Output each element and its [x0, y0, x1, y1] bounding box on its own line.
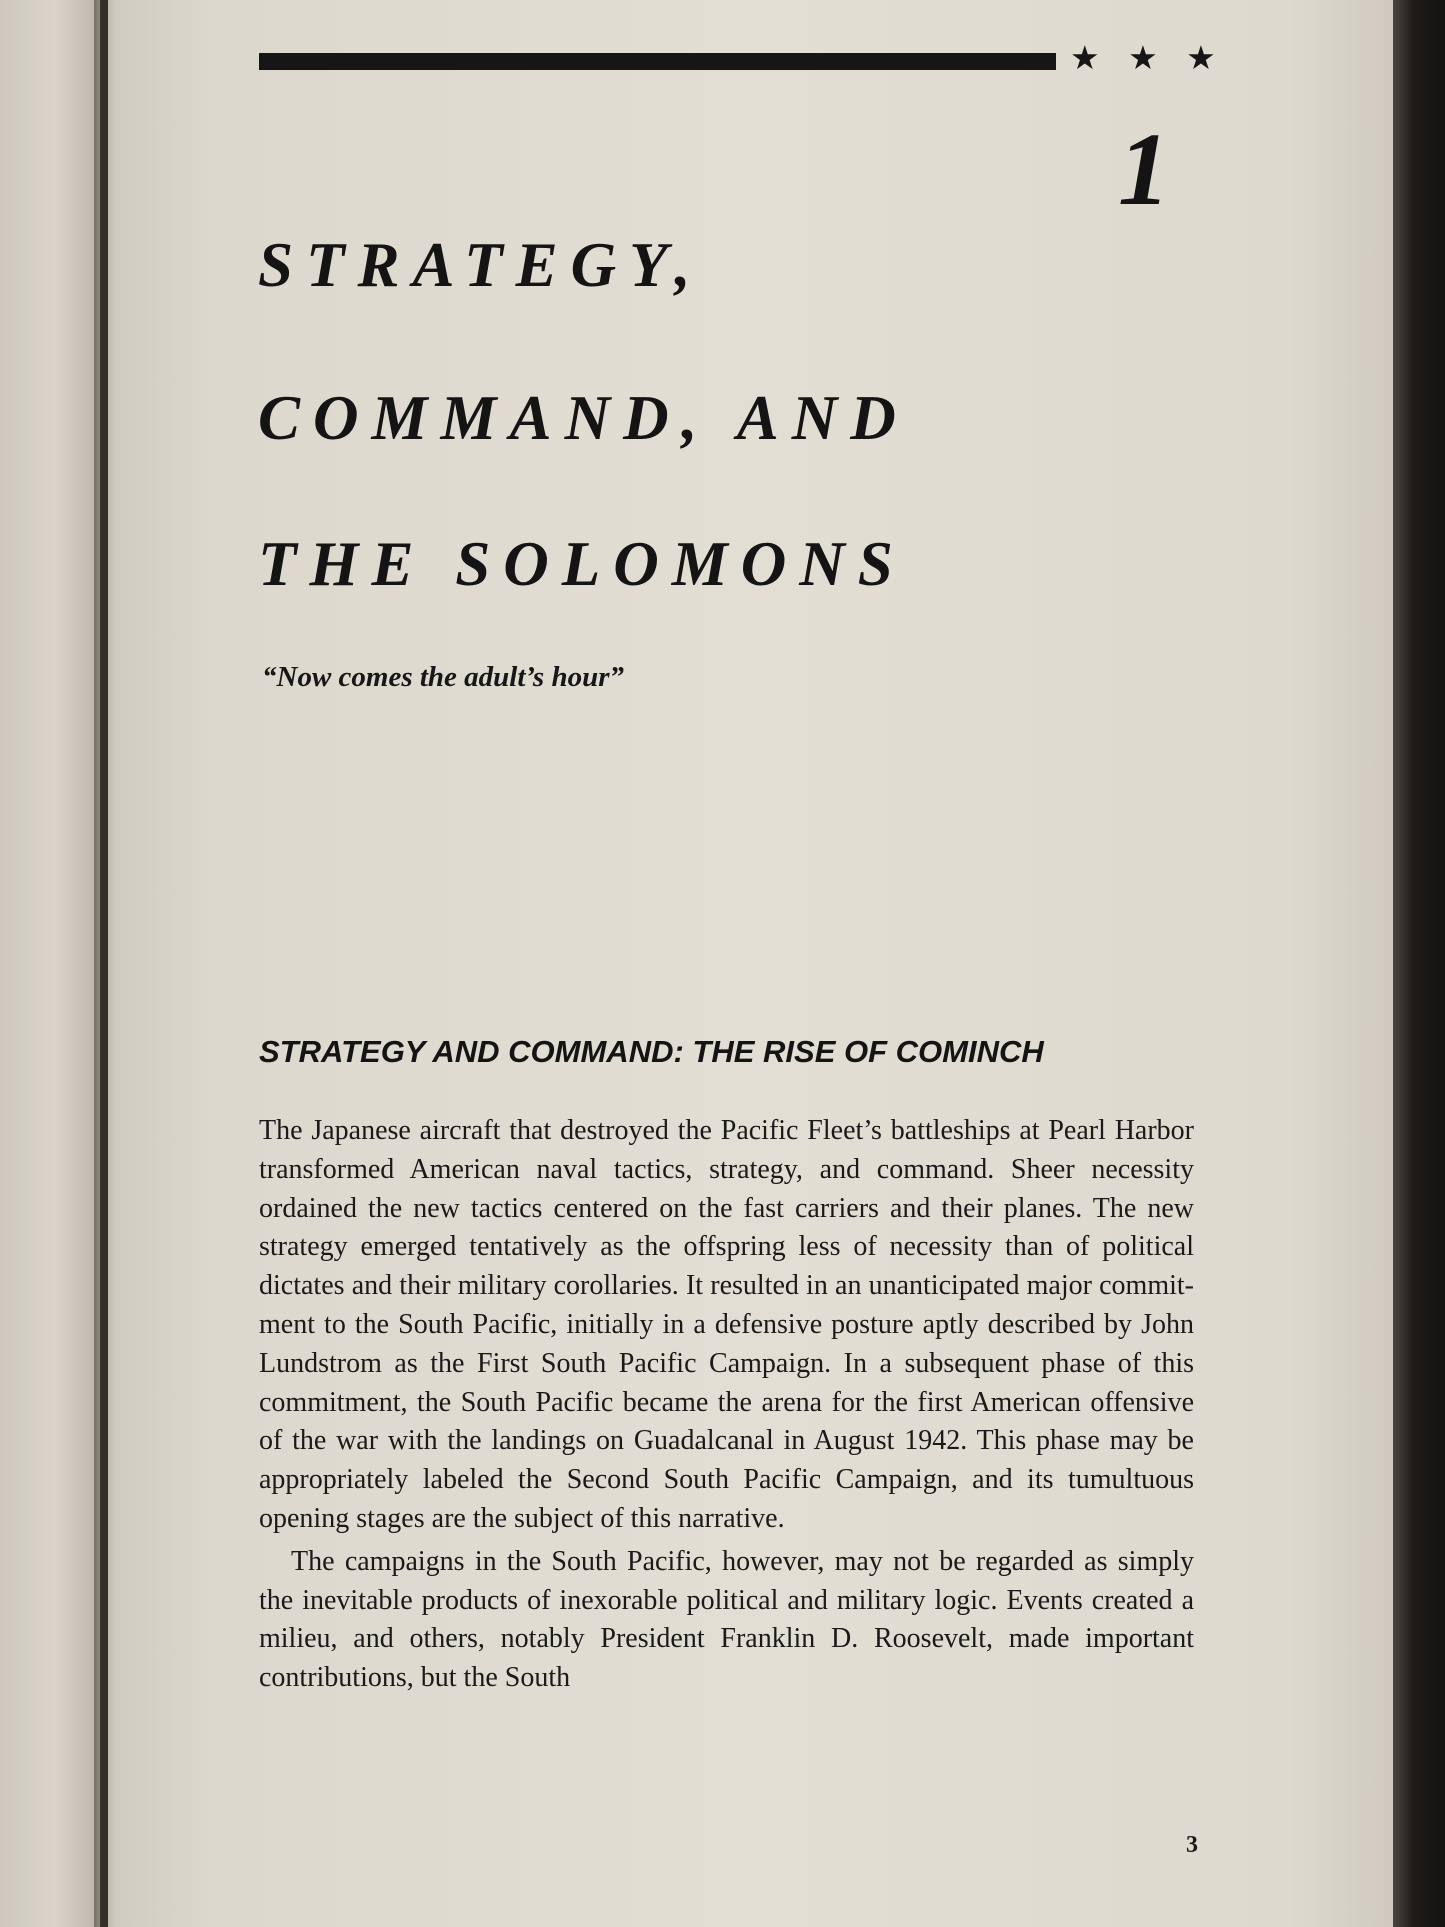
chapter-title-line-2: COMMAND, AND: [258, 383, 909, 453]
book-gutter: [94, 0, 116, 1927]
page-number: 3: [1186, 1832, 1198, 1858]
body-paragraph-2: The campaigns in the South Pacific, however, may not be regarded as simply the inevitable products of inexorable political and military logic. Events created a milieu, and others, notably President Franklin D. Roosevelt, made important contributions, but the South: [259, 1545, 1194, 1694]
body-text: [259, 1112, 1194, 1698]
chapter-title-line-1: STRATEGY,: [258, 230, 704, 300]
section-heading: STRATEGY AND COMMAND: THE RISE OF COMINCH: [259, 1034, 1044, 1069]
header-rule: [259, 53, 1056, 70]
star-ornament-icon: ★ ★ ★: [1070, 38, 1225, 77]
body-paragraph-1: The Japanese aircraft that destroyed the Pacific Fleet’s battleships at Pearl Harbor transformed American naval tactics, strategy, and command. Sheer necessity ordained the new tactics centered on the fast carriers and their planes. The new strategy emerged tentatively as the offspring less of necessity than of political dictates and their military corollaries. It resulted in an unanticipated major commitment to the South Pacific, initially in a defensive posture aptly described by John Lundstrom as the First South Pacific Campaign. In a subsequent phase of this commitment, the South Pacific became the arena for the first American offensive of the war with the landings on Guadalcanal in August 1942. This phase may be appropriately labeled the Second South Pacific Campaign, and its tumultuous opening stages are the subject of this narrative.: [259, 1115, 1194, 1534]
chapter-epigraph: “Now comes the adult’s hour”: [262, 661, 625, 693]
chapter-title-line-3: THE SOLOMONS: [258, 529, 906, 599]
chapter-number: 1: [1118, 112, 1170, 227]
facing-page-edge: [0, 0, 100, 1927]
page-edge-shadow: [1393, 0, 1445, 1927]
